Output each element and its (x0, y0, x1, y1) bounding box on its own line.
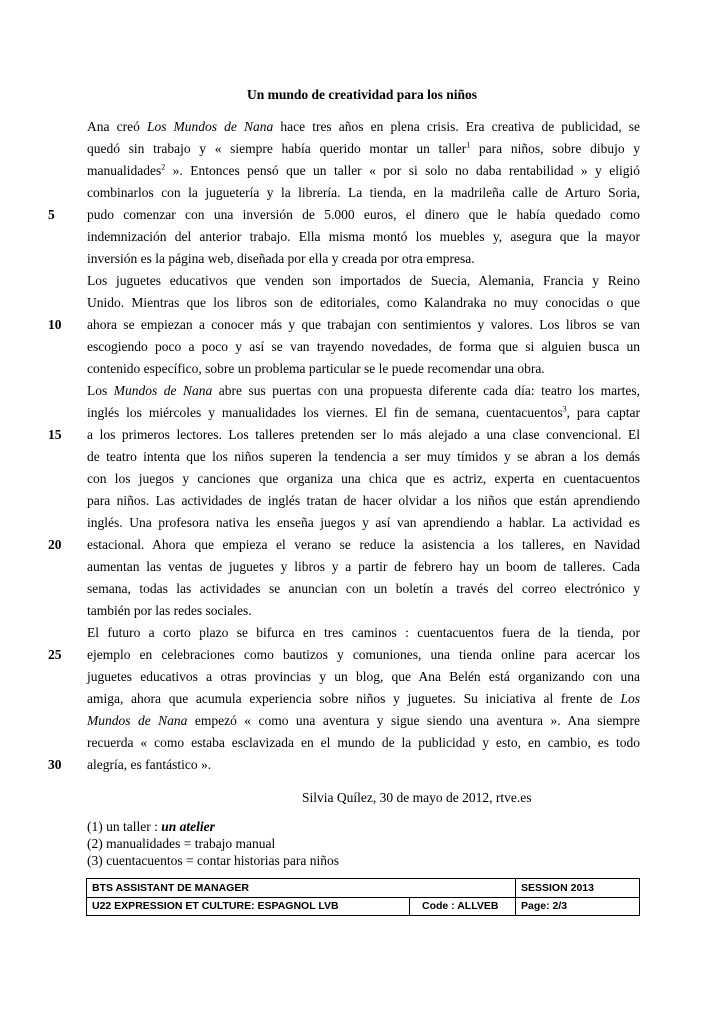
text-line: amiga, ahora que acumula experiencia sobre niños y juguetes. Su iniciativa al frente de Los (87, 691, 640, 706)
text-line: ejemplo en celebraciones como bautizos y comuniones, una tienda online para acercar los (87, 647, 640, 662)
text-line: a los primeros lectores. Los talleres pretenden ser lo más alejado a una clase convencional. El (87, 427, 640, 442)
text-line: Ana creó Los Mundos de Nana hace tres años en plena crisis. Era creativa de publicidad, se (87, 119, 641, 134)
line-number: 30 (48, 757, 62, 772)
text-line: recuerda « como estaba esclavizada en el mundo de la publicidad y esto, en cambio, es todo (87, 735, 640, 750)
text-line: inglés. Una profesora nativa les enseña juegos y así van aprendiendo a hablar. La actividad es (87, 515, 640, 530)
footnote: (3) cuentacuentos = contar historias para niños (87, 853, 340, 868)
text-line: Los juguetes educativos que venden son importados de Suecia, Alemania, Francia y Reino (87, 273, 640, 288)
text-line: aumentan las ventas de juguetes y libros y a partir de febrero hay un boom de talleres. Cada (87, 559, 640, 574)
text-line: Unido. Mientras que los libros son de editoriales, como Kalandraka no muy conocidas o que (87, 295, 640, 310)
text-line: contenido específico, sobre un problema particular se le puede recomendar una obra. (87, 361, 545, 376)
exam-footer-table (86, 878, 640, 916)
footnote-ref: 2 (161, 162, 166, 172)
text-line: El futuro a corto plazo se bifurca en tres caminos : cuentacuentos fuera de la tienda, por (87, 625, 640, 640)
text-line: inversión es la página web, diseñada por ella y creada por otra empresa. (87, 251, 475, 266)
line-number: 20 (48, 537, 62, 552)
text-line: ahora se empiezan a conocer más y que trabajan con sentimientos y valores. Los libros se van (87, 317, 640, 332)
text-line: pudo comenzar con una inversión de 5.000 euros, el dinero que le había quedado como (87, 207, 640, 222)
line-number: 25 (48, 647, 62, 662)
line-number: 10 (48, 317, 62, 332)
text-line: juguetes educativos a otras provincias y un blog, que Ana Belén está organizando con una (87, 669, 640, 684)
footnote-ref: 3 (562, 404, 567, 414)
text-line: con los juegos y canciones que organiza una chica que es actriz, experta en cuentacuentos (87, 471, 640, 486)
footer-row (87, 897, 639, 915)
text-line: inglés los miércoles y manualidades los viernes. El fin de semana, cuentacuentos$^3$, para captar (87, 404, 641, 420)
text-line: quedó sin trabajo y « siempre había querido montar un taller$^1$ para niños, sobre dibujo y (87, 140, 640, 156)
text-line: combinarlos con la juguetería y la librería. La tienda, en la madrileña calle de Arturo Soria, (87, 185, 640, 200)
footnote: (2) manualidades = trabajo manual (87, 836, 276, 851)
footer-program: BTS ASSISTANT DE MANAGER (92, 882, 249, 894)
footer-session: SESSION 2013 (521, 882, 594, 894)
line-number: 5 (48, 207, 55, 222)
footer-subject: U22 EXPRESSION ET CULTURE: ESPAGNOL LVB (92, 900, 339, 912)
text-line: manualidades$^2$ ». Entonces pensó que un taller « por si solo no daba rentabilidad » y eligió (87, 162, 640, 178)
document-title: Un mundo de creatividad para los niños (246, 87, 478, 102)
text-line: de teatro intenta que los niños superen la tendencia a ser muy tímidos y se abran a los demás (87, 449, 640, 464)
footnote-ref: 1 (466, 140, 471, 150)
footer-code: Code : ALLVEB (422, 900, 499, 912)
text-line: indemnización del anterior trabajo. Ella misma montó los muebles y, asegura que la mayor (87, 229, 640, 244)
text-line: escogiendo poco a poco y así se van trayendo novedades, de forma que si alguien busca un (87, 339, 640, 354)
text-line: Mundos de Nana empezó « como una aventura y sigue siendo una aventura ». Ana siempre (87, 713, 641, 728)
text-line: estacional. Ahora que empieza el verano se reduce la asistencia a los talleres, en Navidad (87, 537, 640, 552)
text-line: también por las redes sociales. (87, 603, 252, 618)
source-citation: Silvia Quílez, 30 de mayo de 2012, rtve.es (302, 790, 532, 805)
text-line: para niños. Las actividades de inglés tratan de hacer olvidar a los niños que están aprendiendo (87, 493, 640, 508)
footer-page: Page: 2/3 (521, 900, 568, 912)
line-number: 15 (48, 427, 62, 442)
text-line: Los Mundos de Nana abre sus puertas con una propuesta diferente cada día: teatro los martes, (87, 383, 640, 398)
footer-row (87, 879, 639, 898)
text-line: semana, todas las actividades se anuncian con un boletín a través del correo electrónico y (87, 581, 640, 596)
footnote: (1) un taller : un atelier (87, 819, 215, 834)
text-line: alegría, es fantástico ». (87, 757, 212, 772)
